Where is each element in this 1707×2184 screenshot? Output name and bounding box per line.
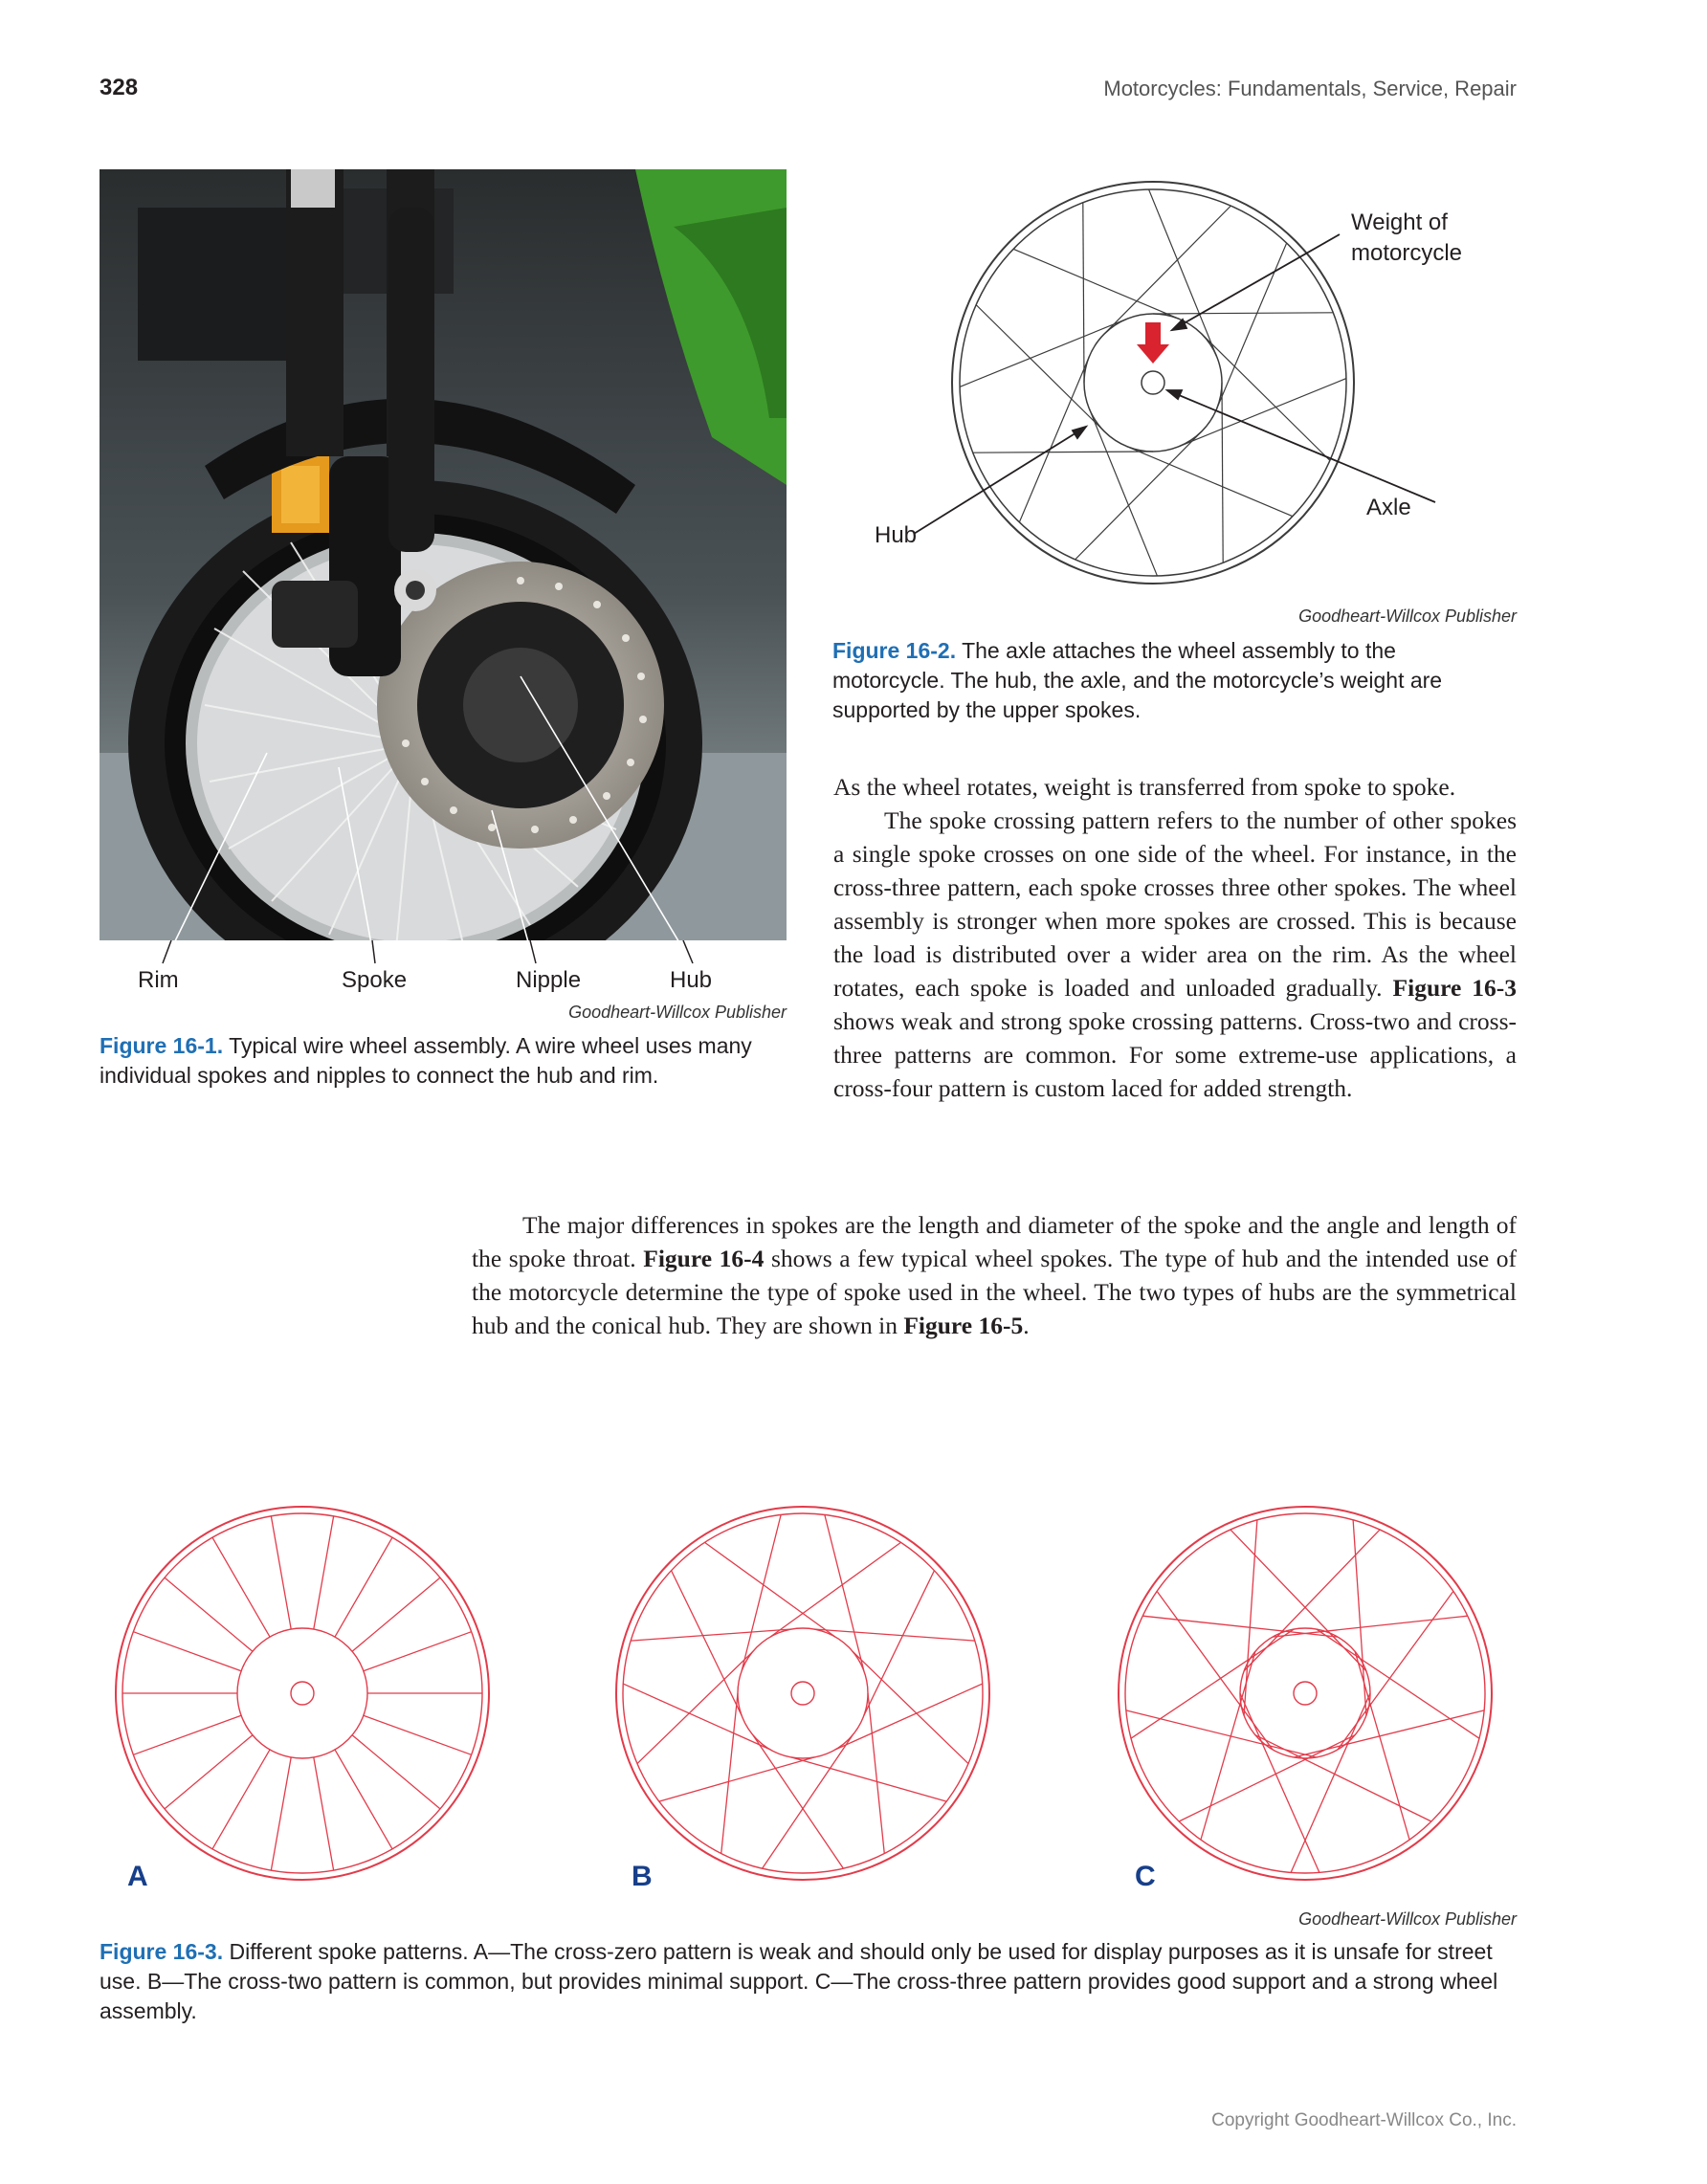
spoke-line	[1180, 379, 1346, 447]
figure-16-2-caption-label: Figure 16-2.	[832, 638, 957, 663]
paragraph-3-text-b: shows a few typical wheel spokes. The type of hub and the intended use of the motorcycle determine the type of spoke used in the wheel. The two types of hubs are the symmetrical hub and the conical hub. They are shown in	[472, 1245, 1518, 1339]
spoke-line	[165, 1577, 253, 1651]
rim-outer	[616, 1507, 989, 1880]
spoke-line	[672, 1571, 743, 1716]
spoke-line	[1222, 383, 1223, 563]
spoke-line	[1157, 1591, 1273, 1749]
page-number: 328	[100, 75, 139, 100]
figure-16-1-photo	[100, 169, 787, 940]
axle-circle	[791, 1682, 814, 1705]
paragraph-3-end: .	[1023, 1312, 1030, 1339]
label-hub-fig2: Hub	[875, 522, 918, 548]
body-wide	[472, 1208, 1517, 1342]
paragraph-3	[472, 1208, 1517, 1342]
label-hub: Hub	[670, 967, 713, 993]
label-weight-line2: motorcycle	[1351, 240, 1463, 266]
spoke-line	[1126, 447, 1292, 517]
spoke-line	[960, 319, 1126, 386]
spoke-line	[1126, 1710, 1317, 1757]
spoke-line	[1244, 1520, 1257, 1715]
paragraph-2-text-a: The spoke crossing pattern refers to the number of other spokes a single spoke crosses on one side of the wheel. For instance, in the cross-three pattern, each spoke crosses three other spokes. The wheel assembly is stronger when more spokes are crossed. This is because the load is distributed over a wider area on the rim. As the wheel rotates, each spoke is loaded and unloaded gradually.	[833, 806, 1517, 1002]
figure-16-1-caption	[100, 1031, 790, 1091]
spoke-line	[352, 1577, 440, 1651]
paragraph-1: As the wheel rotates, weight is transferred from spoke to spoke.	[833, 773, 1456, 801]
spoke-line	[835, 1684, 983, 1750]
spoke-line	[763, 1735, 853, 1868]
label-axle: Axle	[1366, 495, 1411, 520]
copyright-footer: Copyright Goodheart-Willcox Co., Inc.	[1211, 2110, 1517, 2130]
figure-16-3-diagrams	[100, 1492, 1525, 1894]
spoke-line	[271, 1516, 291, 1629]
spoke-line	[1142, 1616, 1338, 1637]
paragraph-2-text-b: shows weak and strong spoke crossing patterns. Cross-two and cross-three patterns are common. For some extreme-use applications, a cross-four pattern is custom laced for added strength.	[833, 1007, 1517, 1102]
spoke-line	[212, 1750, 270, 1849]
wheel-cross-zero	[116, 1507, 489, 1880]
spoke-line	[335, 1750, 392, 1849]
hub-circle	[237, 1628, 367, 1758]
spoke-line	[637, 1651, 753, 1763]
figure-16-1-caption-label: Figure 16-1.	[100, 1033, 224, 1058]
spoke-line	[1179, 1735, 1355, 1821]
spoke-line	[1255, 1735, 1431, 1821]
label-rim: Rim	[138, 967, 179, 993]
spoke-line	[271, 1757, 291, 1870]
label-spoke: Spoke	[342, 967, 408, 993]
spoke-line	[1294, 1710, 1484, 1757]
rim-inner	[1125, 1513, 1485, 1873]
spoke-line	[352, 1735, 440, 1809]
paragraph-2	[833, 804, 1517, 1105]
spoke-line	[335, 1537, 392, 1637]
spoke-line	[364, 1715, 472, 1754]
spoke-line	[1244, 1530, 1380, 1671]
wheel-cross-three	[1119, 1507, 1492, 1880]
spoke-line	[1273, 1616, 1468, 1637]
figure-16-3-caption	[100, 1937, 1506, 2026]
spoke-line	[659, 1757, 814, 1801]
label-nipple: Nipple	[516, 967, 582, 993]
paragraph-3-text-a: The major differences in spokes are the length and diameter of the spoke and the angle and length of the spoke throat.	[472, 1211, 1517, 1272]
running-head: Motorcycles: Fundamentals, Service, Repair	[1103, 77, 1517, 100]
spoke-line	[212, 1537, 270, 1637]
spoke-line	[623, 1684, 770, 1750]
spoke-line	[868, 1693, 884, 1854]
spoke-line	[1201, 1651, 1255, 1840]
spoke-line	[1338, 1591, 1453, 1749]
paragraph-2-figure-ref: Figure 16-3	[1392, 974, 1518, 1002]
body-column-right	[833, 770, 1517, 1105]
spoke-line	[1153, 313, 1333, 314]
figure-16-2-caption-text: The axle attaches the wheel assembly to the motorcycle. The hub, the axle, and the motorcycle’s weight are supported by the upper spokes.	[832, 638, 1443, 722]
axle-circle	[1294, 1682, 1317, 1705]
label-weight-line1: Weight of	[1351, 210, 1448, 235]
spoke-patterns	[100, 1492, 1525, 1894]
spoke-line	[314, 1757, 334, 1870]
paragraph-3-figure-ref-1: Figure 16-4	[643, 1245, 765, 1272]
spoke-line	[1355, 1651, 1409, 1840]
spoke-line	[1217, 243, 1287, 408]
spoke-line	[1019, 356, 1089, 521]
spoke-line	[1230, 1530, 1366, 1671]
spoke-line	[1131, 1629, 1294, 1738]
paragraph-3-figure-ref-2: Figure 16-5	[903, 1312, 1024, 1339]
spoke-line	[721, 1693, 738, 1854]
spoke-line	[1353, 1520, 1366, 1715]
spoke-line	[1317, 1629, 1479, 1738]
wheel-photo-illustration	[100, 169, 787, 940]
spoke-line	[853, 1651, 968, 1763]
panel-letter-b: B	[632, 1861, 653, 1892]
figure-16-2-caption	[832, 636, 1514, 725]
hub-circle	[738, 1628, 868, 1758]
figure-16-1-caption-text: Typical wire wheel assembly. A wire wheel uses many individual spokes and nipples to connect the hub and rim.	[100, 1033, 752, 1088]
spoke-line	[133, 1715, 241, 1754]
figure-16-3-caption-text: Different spoke patterns. A—The cross-zero pattern is weak and should only be used for display purposes as it is unsafe for street use. B—The cross-two pattern is common, but provides minimal support. C—The cross-three pattern provides good support and a strong wheel assembly.	[100, 1939, 1498, 2023]
spoke-line	[1083, 203, 1084, 383]
spoke-line	[314, 1516, 334, 1629]
spoke-line	[1291, 1693, 1370, 1872]
spoke-line	[753, 1735, 843, 1868]
spoke-line	[133, 1632, 241, 1671]
figure-16-3-caption-label: Figure 16-3.	[100, 1939, 224, 1964]
panel-letter-a: A	[127, 1861, 148, 1892]
figure-16-3-credit: Goodheart-Willcox Publisher	[1298, 1909, 1517, 1929]
figure-16-1-credit: Goodheart-Willcox Publisher	[568, 1003, 787, 1022]
spoke-line	[1240, 1693, 1319, 1872]
rim-outer	[1119, 1507, 1492, 1880]
figure-16-2-credit: Goodheart-Willcox Publisher	[1298, 607, 1517, 626]
spoke-line	[165, 1735, 253, 1809]
spoke-line	[1089, 409, 1157, 576]
spoke-line	[864, 1571, 935, 1716]
spoke-line	[791, 1757, 946, 1801]
wheel-cross-two	[616, 1507, 989, 1880]
panel-letter-c: C	[1135, 1861, 1156, 1892]
spoke-line	[1013, 249, 1179, 319]
rim-inner	[623, 1513, 983, 1873]
spoke-line	[364, 1632, 472, 1671]
axle-circle	[291, 1682, 314, 1705]
